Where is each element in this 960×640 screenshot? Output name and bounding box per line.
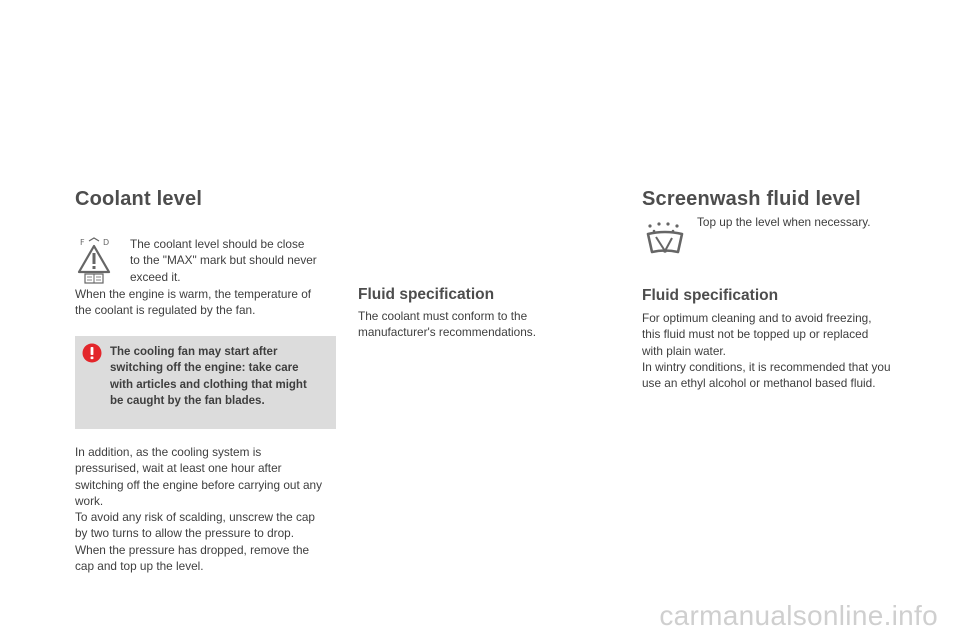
- warning-text: [110, 344, 307, 409]
- warm-line: the coolant is regulated by the fan.: [75, 303, 256, 318]
- screenwash-icon: [644, 220, 686, 260]
- screenwash-spec-text: [642, 310, 891, 391]
- coolant-intro-line: to the "MAX" mark but should never: [130, 253, 317, 268]
- coolant-spec-line: The coolant must conform to the: [358, 309, 528, 323]
- coolant-spec-line: manufacturer's recommendations.: [358, 325, 536, 340]
- svg-text:D: D: [103, 238, 110, 247]
- screenwash-intro-text: Top up the level when necessary.: [697, 215, 871, 229]
- coolant-procedure-text: [75, 444, 322, 574]
- warning-line: with articles and clothing that might: [110, 378, 307, 391]
- procedure-line: work.: [75, 493, 104, 508]
- screenwash-title: Screenwash fluid level: [642, 188, 861, 210]
- screenwash-spec-line: use an ethyl alcohol or methanol based fluid.: [642, 376, 876, 391]
- coolant-title: Coolant level: [75, 188, 203, 210]
- screenwash-spec-line: with plain water.: [642, 343, 726, 358]
- coolant-warning-icon: [76, 236, 112, 284]
- screenwash-spec-line: In wintry conditions, it is recommended that you: [642, 359, 891, 374]
- procedure-line: In addition, as the cooling system is: [75, 445, 262, 459]
- coolant-warm-text: [75, 286, 311, 319]
- procedure-line: cap and top up the level.: [75, 559, 204, 574]
- coolant-intro-line: exceed it.: [130, 269, 181, 284]
- coolant-intro-text: [130, 236, 317, 285]
- procedure-line: To avoid any risk of scalding, unscrew the cap: [75, 510, 315, 525]
- warm-line: When the engine is warm, the temperature of: [75, 287, 312, 301]
- screenwash-spec-line: this fluid must not be topped up or replaced: [642, 327, 869, 342]
- warning-line: be caught by the fan blades.: [110, 394, 265, 407]
- procedure-line: switching off the engine before carrying out any: [75, 477, 323, 492]
- coolant-intro-line: The coolant level should be close: [130, 237, 305, 251]
- watermark: carmanualsonline.info: [659, 600, 938, 631]
- exclamation-warning-icon: [82, 343, 102, 363]
- procedure-line: by two turns to allow the pressure to drop.: [75, 526, 295, 541]
- svg-text:F: F: [80, 238, 85, 247]
- warning-line: The cooling fan may start after: [110, 346, 278, 358]
- coolant-spec-text: [358, 308, 536, 341]
- screenwash-spec-heading: Fluid specification: [642, 287, 779, 304]
- coolant-spec-heading: Fluid specification: [358, 286, 495, 303]
- procedure-line: When the pressure has dropped, remove the: [75, 542, 310, 557]
- warning-line: switching off the engine: take care: [110, 362, 299, 375]
- procedure-line: pressurised, wait at least one hour after: [75, 461, 282, 476]
- screenwash-spec-line: For optimum cleaning and to avoid freezing,: [642, 311, 872, 325]
